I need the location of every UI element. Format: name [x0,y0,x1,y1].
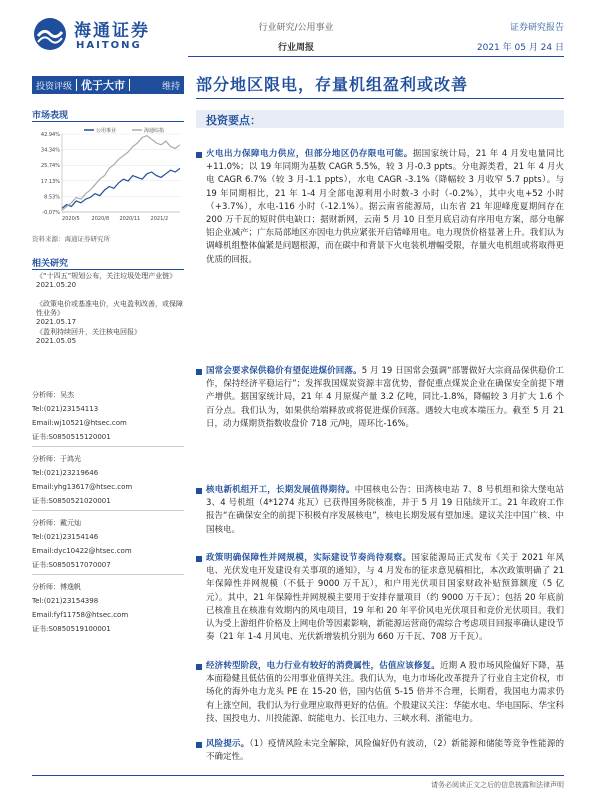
related-title: 《“十四五”规划公布，关注垃圾处理产业链》 [36,272,177,280]
x-tick-label: 2021/2 [150,216,169,222]
key-points-banner [196,110,564,128]
analyst-name: 分析师：傅逸帆 [32,583,81,591]
y-tick-label: 42.94% [40,132,60,138]
report-category: 行业研究/公用事业 [258,23,334,33]
analyst-email: Email:wj10521@htsec.com [32,419,127,427]
analyst-email: Email:yhg13617@htsec.com [32,483,133,491]
rating-bar [32,76,184,94]
analyst-card [32,452,184,508]
footer-disclaimer: 请务必阅读正文之后的信息披露和法律声明 [431,781,564,789]
haitong-logo-icon [32,16,68,52]
rating-label: 投资评级 [36,81,73,92]
analyst-cert: 证书:S0850519100001 [32,625,111,633]
x-tick-label: 2020/8 [91,216,110,222]
y-tick-label: 25.74% [40,163,60,170]
report-date: 2021 年 05 月 24 日 [476,43,564,53]
related-date: 2021.05.20 [36,281,77,289]
analyst-cert: 证书:S0850521020001 [32,497,111,505]
footer-divider [32,775,564,776]
x-tick-label: 2020/11 [119,216,141,222]
market-heading-divider [32,121,184,122]
key-point-lead: 经济转型阶段，电力行业有较好的消费属性，估值应该修复。 [206,661,440,671]
y-tick-label: -0.07% [42,210,60,216]
logo-text-cn: 海通证券 [74,21,150,41]
y-tick-label: 17.13% [40,178,60,185]
analyst-cert: 证书:S0850515120001 [32,433,111,441]
key-point-paragraph [206,148,564,267]
key-point-paragraph [206,365,564,431]
legend-label: 海通综指 [144,128,165,134]
logo-text-en: HAITONG [76,40,142,51]
rating-value: 优于大市 [81,79,126,92]
analyst-tel: Tel:(021)23219646 [32,469,99,477]
bullet-icon [196,556,202,562]
analyst-email: Email:dyc10422@htsec.com [32,547,132,555]
related-heading: 相关研究 [32,259,69,269]
key-point-lead: 火电出力保障电力供应，但部分地区仍存限电可能。 [206,149,413,159]
analyst-tel: Tel:(021)23154146 [32,533,99,541]
related-date: 2021.05.17 [36,318,77,326]
key-point-lead: 核电新机组开工，长期发展值得期待。 [206,485,355,495]
bullet-icon [196,664,202,670]
key-points-heading: 投资要点： [206,114,261,127]
analyst-card [32,388,184,444]
key-point-paragraph [206,484,564,537]
market-chart [32,126,184,226]
bullet-icon [196,369,202,375]
related-date: 2021.05.05 [36,337,77,345]
report-type: 行业周报 [277,43,314,53]
rating-status: 维持 [161,81,180,92]
key-point-lead: 风险提示。 [206,739,250,749]
analyst-tel: Tel:(021)23154398 [32,597,99,605]
bullet-icon [196,488,202,494]
key-point-paragraph [206,660,564,726]
bullet-icon [196,742,202,748]
y-tick-label: 34.34% [40,147,60,154]
key-point-body: 据国家统计局，21 年 4 月发电量同比+11.0%；以 19 年同期为基数 CAGR 5.5%，较 3 月-0.3 ppts。分电源类看，21 年 4 月火电 CAGR 6.7%（较 3 月-1.1 ppts），水电 CAGR -3.1%（降幅较 3 月收窄 5.7 ppts）。与 19 年同期相比，21 年 1-4 月全部电源利用小时数-3 小时（-0.2%），其中火电+52 小时（+3.7%），水电-116 小时（-12.1%）。据云南省能源局，山东省 21 年迎峰度夏期间存在 200 万千瓦的短时供电缺口；据财新网，云南 5 月 10 日至月底启动有序用电方案，部分电解铝企业减产；广东局部地区亦因电力供应紧张开启错峰用电。电力现货价格显著上升。我们认为调峰机组整体偏紧是问题根源，而在碳中和背景下火电装机增幅受限，存量火电机组或将取得更优质的回报。 [206,149,564,265]
market-heading: 市场表现 [32,111,69,121]
related-item [36,328,186,346]
analyst-email: Email:fyf11758@htsec.com [32,611,129,619]
bullet-icon [196,152,202,158]
analyst-card [32,580,184,636]
doc-type: 证券研究报告 [509,23,564,33]
related-item [36,300,186,327]
analyst-name: 分析师：吴杰 [32,391,74,399]
related-title: 《盈利持续回升，关注核电回报》 [36,328,141,336]
analyst-tel: Tel:(021)23154113 [32,405,99,413]
company-logo [32,14,154,56]
legend-label: 公用事业 [96,128,117,134]
rating-separator [129,79,130,91]
chart-source: 资料来源：海通证券研究所 [32,235,110,243]
analyst-card [32,516,184,572]
title-divider [196,98,564,99]
key-point-body: 国家能源局正式发布《关于 2021 年风电、光伏发电开发建设有关事项的通知》，与 4 月发布的征求意见稿相比，本次政策明确了 21 年保障性并网规模（不低于 9000 万千瓦），和户用光伏项目国家财政补贴预算额度（5 亿元）。其中，21 年保障性并网规模主要用于安排存量项目（约 9000 万千瓦）；包括 20 年底前已核准且在核准有效期内的风电项目，19 年和 20 年平价风电光伏项目和竞价光伏项目。我们认为受上游组件价格及上网电价等因素影响，新能源运营商仍需综合考虑项目回报率确认建设节奏（21 年 1-4 月风电、光伏新增装机分别为 660 万千瓦、708 万千瓦）。 [206,553,564,643]
key-point-lead: 政策明确保障性并网规模，实际建设节奏尚待观察。 [206,553,412,563]
related-heading-divider [32,269,184,270]
analyst-name: 分析师：于鸿光 [32,455,81,463]
analyst-divider [32,574,184,575]
key-point-paragraph [206,738,564,764]
key-point-body: 近期 A 股市场风险偏好下降，基本面稳健且低估值的公用事业值得关注。我们认为，电力市场化改革提升了行业自主定价权，市场化的海外电力龙头 PE 在 15-20 倍，国内估值 5-15 倍并不合理，长期看，我国电力需求仍有上涨空间，我们认为行业理应取得更好的估值。个股建议关注：华能水电、华电国际、华宝科技、国投电力、川投能源、皖能电力、长江电力、三峡水利、浙能电力。 [206,661,564,724]
series-line [62,136,180,210]
analyst-divider [32,510,184,511]
related-item [36,272,186,290]
key-point-body: （1）疫情风险未完全解除，风险偏好仍有波动，（2）新能源和储能等竞争性能源的不确定性。 [206,739,564,763]
key-point-body: 中国核电公告：田湾核电站 7、8 号机组和徐大堡电站 3、4 号机组（4*1274 兆瓦）已获得国务院核准，并于 5 月 19 日陆续开工。21 年政府工作报告“在确保安全的前提下积极有序发展核电”，核电长期发展有望加速。建议关注中国广核、中国核电。 [206,485,564,535]
series-line [62,168,180,208]
y-tick-label: 8.53% [44,194,60,201]
key-point-body: 5 月 19 日国常会强调“部署做好大宗商品保供稳价工作，保持经济平稳运行”；发挥我国煤炭资源丰富优势，督促重点煤炭企业在确保安全前提下增产增供。据国家统计局，21 年 4 月原煤产量 3.2 亿吨，同比-1.8%，降幅较 3 月扩大 1.6 个百分点。我们认为，如果供给端释放或将促进煤价回落。遇较大电或本端压力。截至 5 月 21 日，动力煤期货指数收盘价 718 元/吨，周环比-16%。 [206,366,564,429]
key-point-paragraph [206,552,564,644]
analyst-cert: 证书:S0850517070007 [32,561,111,569]
page-title: 部分地区限电，存量机组盈利或改善 [196,75,469,94]
header-divider [188,56,564,57]
analyst-divider [32,446,184,447]
related-title: 《政策电价或基准电价，火电盈利改善，或保障性业务》 [36,300,183,317]
key-point-lead: 国常会要求保供稳价有望促进煤价回落。 [206,366,362,376]
analyst-name: 分析师：戴元灿 [32,519,81,527]
x-tick-label: 2020/5 [62,216,80,222]
